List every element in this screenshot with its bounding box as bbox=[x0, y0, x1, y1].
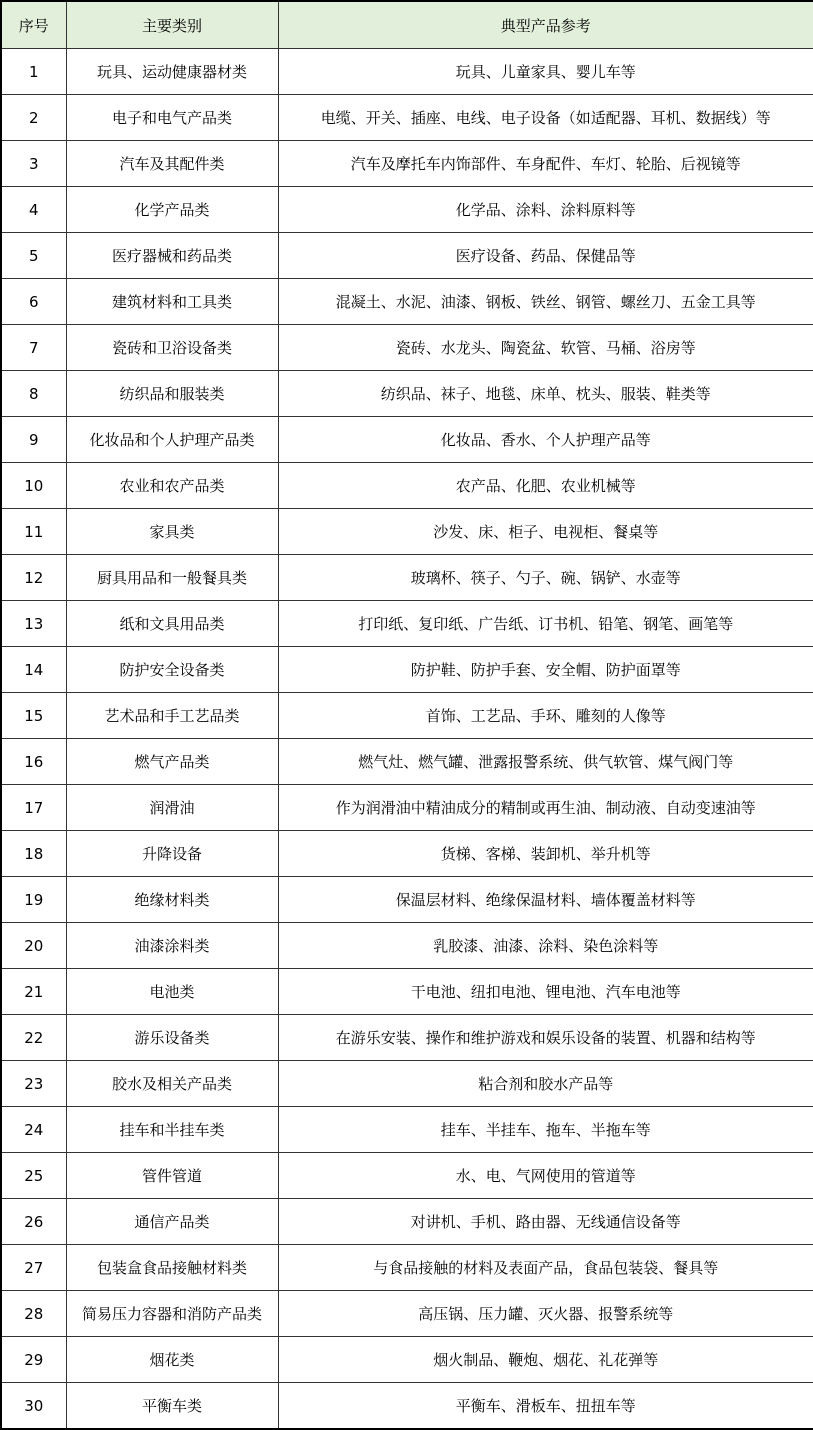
cell-category: 瓷砖和卫浴设备类 bbox=[66, 325, 278, 371]
cell-index: 14 bbox=[1, 647, 66, 693]
header-category: 主要类别 bbox=[66, 1, 278, 49]
cell-category: 玩具、运动健康器材类 bbox=[66, 49, 278, 95]
cell-products: 高压锅、压力罐、灭火器、报警系统等 bbox=[278, 1291, 813, 1337]
cell-products: 打印纸、复印纸、广告纸、订书机、铅笔、钢笔、画笔等 bbox=[278, 601, 813, 647]
table-row bbox=[1, 601, 813, 647]
table-row bbox=[1, 95, 813, 141]
cell-index: 8 bbox=[1, 371, 66, 417]
table-row bbox=[1, 1107, 813, 1153]
cell-category: 汽车及其配件类 bbox=[66, 141, 278, 187]
cell-category: 平衡车类 bbox=[66, 1383, 278, 1430]
table-row bbox=[1, 233, 813, 279]
table-row bbox=[1, 739, 813, 785]
cell-products: 玩具、儿童家具、婴儿车等 bbox=[278, 49, 813, 95]
cell-index: 17 bbox=[1, 785, 66, 831]
table-row bbox=[1, 555, 813, 601]
cell-index: 24 bbox=[1, 1107, 66, 1153]
table-row bbox=[1, 877, 813, 923]
table-row bbox=[1, 1337, 813, 1383]
table-row bbox=[1, 785, 813, 831]
table-row bbox=[1, 831, 813, 877]
cell-category: 电池类 bbox=[66, 969, 278, 1015]
table-header bbox=[1, 1, 813, 49]
cell-products: 水、电、气网使用的管道等 bbox=[278, 1153, 813, 1199]
table-row bbox=[1, 509, 813, 555]
cell-index: 13 bbox=[1, 601, 66, 647]
cell-products: 对讲机、手机、路由器、无线通信设备等 bbox=[278, 1199, 813, 1245]
table-row bbox=[1, 647, 813, 693]
cell-index: 27 bbox=[1, 1245, 66, 1291]
cell-index: 7 bbox=[1, 325, 66, 371]
cell-products: 混凝土、水泥、油漆、钢板、铁丝、钢管、螺丝刀、五金工具等 bbox=[278, 279, 813, 325]
cell-index: 30 bbox=[1, 1383, 66, 1430]
cell-category: 农业和农产品类 bbox=[66, 463, 278, 509]
cell-products: 在游乐安装、操作和维护游戏和娱乐设备的装置、机器和结构等 bbox=[278, 1015, 813, 1061]
cell-products: 汽车及摩托车内饰部件、车身配件、车灯、轮胎、后视镜等 bbox=[278, 141, 813, 187]
cell-category: 绝缘材料类 bbox=[66, 877, 278, 923]
cell-category: 化学产品类 bbox=[66, 187, 278, 233]
table-row bbox=[1, 693, 813, 739]
cell-index: 16 bbox=[1, 739, 66, 785]
cell-category: 燃气产品类 bbox=[66, 739, 278, 785]
cell-category: 防护安全设备类 bbox=[66, 647, 278, 693]
cell-products: 挂车、半挂车、拖车、半拖车等 bbox=[278, 1107, 813, 1153]
table-row bbox=[1, 1061, 813, 1107]
cell-category: 管件管道 bbox=[66, 1153, 278, 1199]
table-row bbox=[1, 1291, 813, 1337]
table-row bbox=[1, 1015, 813, 1061]
cell-category: 油漆涂料类 bbox=[66, 923, 278, 969]
table-row bbox=[1, 1199, 813, 1245]
cell-products: 医疗设备、药品、保健品等 bbox=[278, 233, 813, 279]
cell-index: 3 bbox=[1, 141, 66, 187]
cell-category: 简易压力容器和消防产品类 bbox=[66, 1291, 278, 1337]
cell-index: 15 bbox=[1, 693, 66, 739]
cell-category: 化妆品和个人护理产品类 bbox=[66, 417, 278, 463]
cell-products: 干电池、纽扣电池、锂电池、汽车电池等 bbox=[278, 969, 813, 1015]
cell-products: 平衡车、滑板车、扭扭车等 bbox=[278, 1383, 813, 1430]
table-row bbox=[1, 923, 813, 969]
cell-category: 胶水及相关产品类 bbox=[66, 1061, 278, 1107]
cell-index: 6 bbox=[1, 279, 66, 325]
cell-products: 农产品、化肥、农业机械等 bbox=[278, 463, 813, 509]
cell-category: 游乐设备类 bbox=[66, 1015, 278, 1061]
cell-index: 2 bbox=[1, 95, 66, 141]
cell-category: 挂车和半挂车类 bbox=[66, 1107, 278, 1153]
cell-category: 烟花类 bbox=[66, 1337, 278, 1383]
table-row bbox=[1, 371, 813, 417]
cell-index: 12 bbox=[1, 555, 66, 601]
cell-index: 1 bbox=[1, 49, 66, 95]
table-row bbox=[1, 49, 813, 95]
table-row bbox=[1, 141, 813, 187]
cell-index: 4 bbox=[1, 187, 66, 233]
cell-products: 粘合剂和胶水产品等 bbox=[278, 1061, 813, 1107]
table-row bbox=[1, 325, 813, 371]
cell-index: 20 bbox=[1, 923, 66, 969]
cell-index: 25 bbox=[1, 1153, 66, 1199]
cell-products: 乳胶漆、油漆、涂料、染色涂料等 bbox=[278, 923, 813, 969]
cell-category: 电子和电气产品类 bbox=[66, 95, 278, 141]
cell-products: 烟火制品、鞭炮、烟花、礼花弹等 bbox=[278, 1337, 813, 1383]
cell-category: 纺织品和服装类 bbox=[66, 371, 278, 417]
header-index: 序号 bbox=[1, 1, 66, 49]
table-row bbox=[1, 1383, 813, 1430]
cell-category: 包装盒食品接触材料类 bbox=[66, 1245, 278, 1291]
cell-products: 化学品、涂料、涂料原料等 bbox=[278, 187, 813, 233]
header-row bbox=[1, 1, 813, 49]
cell-products: 燃气灶、燃气罐、泄露报警系统、供气软管、煤气阀门等 bbox=[278, 739, 813, 785]
cell-products: 与食品接触的材料及表面产品，食品包装袋、餐具等 bbox=[278, 1245, 813, 1291]
cell-index: 23 bbox=[1, 1061, 66, 1107]
cell-index: 10 bbox=[1, 463, 66, 509]
cell-index: 9 bbox=[1, 417, 66, 463]
table-row bbox=[1, 417, 813, 463]
cell-index: 22 bbox=[1, 1015, 66, 1061]
cell-products: 首饰、工艺品、手环、雕刻的人像等 bbox=[278, 693, 813, 739]
cell-category: 润滑油 bbox=[66, 785, 278, 831]
cell-products: 化妆品、香水、个人护理产品等 bbox=[278, 417, 813, 463]
table-body bbox=[1, 49, 813, 1430]
cell-products: 瓷砖、水龙头、陶瓷盆、软管、马桶、浴房等 bbox=[278, 325, 813, 371]
cell-products: 防护鞋、防护手套、安全帽、防护面罩等 bbox=[278, 647, 813, 693]
cell-index: 19 bbox=[1, 877, 66, 923]
cell-category: 纸和文具用品类 bbox=[66, 601, 278, 647]
table-row bbox=[1, 1153, 813, 1199]
cell-index: 11 bbox=[1, 509, 66, 555]
cell-index: 18 bbox=[1, 831, 66, 877]
table-row bbox=[1, 279, 813, 325]
header-products: 典型产品参考 bbox=[278, 1, 813, 49]
cell-products: 电缆、开关、插座、电线、电子设备（如适配器、耳机、数据线）等 bbox=[278, 95, 813, 141]
table-row bbox=[1, 969, 813, 1015]
cell-category: 医疗器械和药品类 bbox=[66, 233, 278, 279]
cell-category: 升降设备 bbox=[66, 831, 278, 877]
cell-category: 通信产品类 bbox=[66, 1199, 278, 1245]
cell-index: 5 bbox=[1, 233, 66, 279]
cell-products: 货梯、客梯、装卸机、举升机等 bbox=[278, 831, 813, 877]
cell-products: 保温层材料、绝缘保温材料、墙体覆盖材料等 bbox=[278, 877, 813, 923]
cell-category: 家具类 bbox=[66, 509, 278, 555]
table-row bbox=[1, 463, 813, 509]
table-row bbox=[1, 1245, 813, 1291]
cell-category: 厨具用品和一般餐具类 bbox=[66, 555, 278, 601]
cell-index: 21 bbox=[1, 969, 66, 1015]
cell-category: 建筑材料和工具类 bbox=[66, 279, 278, 325]
cell-products: 玻璃杯、筷子、勺子、碗、锅铲、水壶等 bbox=[278, 555, 813, 601]
cell-index: 28 bbox=[1, 1291, 66, 1337]
cell-category: 艺术品和手工艺品类 bbox=[66, 693, 278, 739]
cell-index: 26 bbox=[1, 1199, 66, 1245]
table-row bbox=[1, 187, 813, 233]
cell-products: 沙发、床、柜子、电视柜、餐桌等 bbox=[278, 509, 813, 555]
cell-index: 29 bbox=[1, 1337, 66, 1383]
cell-products: 作为润滑油中精油成分的精制或再生油、制动液、自动变速油等 bbox=[278, 785, 813, 831]
cell-products: 纺织品、袜子、地毯、床单、枕头、服装、鞋类等 bbox=[278, 371, 813, 417]
